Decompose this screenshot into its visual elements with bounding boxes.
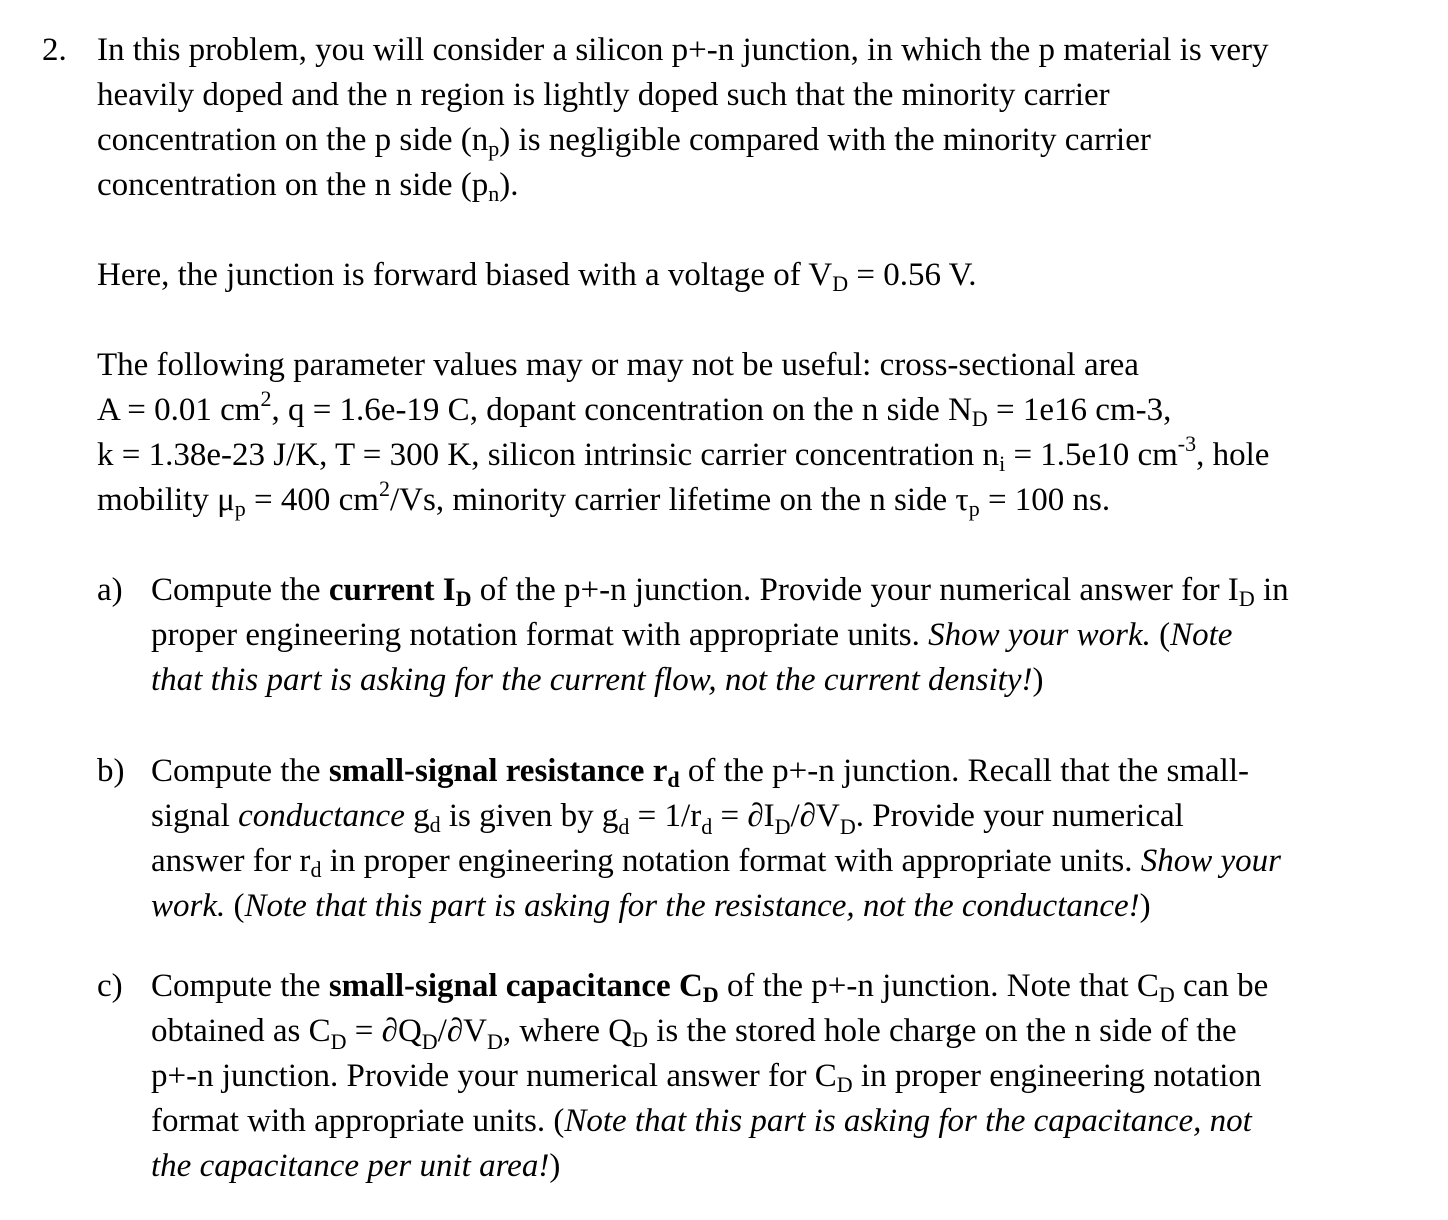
params-text: = 400 cm bbox=[245, 482, 379, 518]
eq-symbol: = ∂Q bbox=[346, 1013, 422, 1049]
part-text: of the p+-n junction. Provide your numerical answer for I bbox=[471, 572, 1239, 608]
subscript: D bbox=[839, 814, 856, 839]
part-text: format with appropriate units. ( bbox=[151, 1103, 565, 1139]
intro-text: In this problem, you will consider a silicon p+-n junction, in which the p material is very bbox=[97, 32, 1269, 68]
subscript: d bbox=[618, 814, 630, 839]
params-text: A = 0.01 cm bbox=[97, 392, 261, 428]
subscript: D bbox=[702, 982, 719, 1007]
part-text: g bbox=[404, 798, 430, 834]
subscript: D bbox=[486, 1029, 503, 1054]
italic-text: work. bbox=[151, 888, 226, 924]
subscript: D bbox=[632, 1027, 648, 1052]
part-text: Compute the bbox=[151, 572, 329, 608]
part-text: , where Q bbox=[502, 1013, 633, 1049]
eq-symbol: g bbox=[601, 798, 619, 834]
params-line-4 bbox=[97, 476, 1111, 521]
italic-text: conductance bbox=[238, 798, 405, 834]
equation-conductance bbox=[601, 798, 856, 839]
part-text: of the p+-n junction. Note that C bbox=[718, 968, 1159, 1004]
subscript: d bbox=[310, 857, 322, 882]
intro-text: concentration on the n side (p bbox=[97, 167, 489, 203]
part-text: Compute the bbox=[151, 753, 329, 789]
params-line-3 bbox=[97, 431, 1270, 476]
subscript: d bbox=[429, 812, 441, 837]
eq-symbol: = 1/r bbox=[629, 798, 702, 834]
italic-text: that this part is asking for the current flow, not the current density! bbox=[151, 662, 1033, 698]
part-text: ( bbox=[225, 888, 245, 924]
italic-text: Note bbox=[1170, 617, 1233, 653]
part-text: in bbox=[1254, 572, 1289, 608]
params-text: , hole bbox=[1196, 437, 1270, 473]
part-text: proper engineering notation format with appropriate units. bbox=[151, 617, 929, 653]
part-c-line-1 bbox=[151, 966, 1268, 1006]
superscript: 2 bbox=[378, 476, 390, 501]
subscript: D bbox=[971, 406, 988, 431]
part-text: ) bbox=[1032, 662, 1044, 698]
part-text: obtained as bbox=[151, 1013, 309, 1049]
eq-symbol: = ∂I bbox=[712, 798, 775, 834]
subscript: p bbox=[488, 136, 500, 161]
params-text: = 1.5e10 cm bbox=[1005, 437, 1178, 473]
part-text: can be bbox=[1174, 968, 1269, 1004]
intro-line-3 bbox=[97, 120, 1151, 160]
params-text: = 1e16 cm-3, bbox=[987, 392, 1172, 428]
superscript: -3 bbox=[1177, 431, 1197, 456]
eq-symbol: C bbox=[308, 1013, 331, 1049]
part-c-line-3 bbox=[151, 1056, 1261, 1096]
italic-text: Show your bbox=[1140, 843, 1281, 879]
part-text: ) bbox=[549, 1148, 561, 1184]
part-text: Compute the bbox=[151, 968, 329, 1004]
part-a-label: a) bbox=[97, 572, 123, 608]
part-a-line-3 bbox=[151, 660, 1043, 700]
subscript: p bbox=[968, 496, 980, 521]
part-b-label: b) bbox=[97, 753, 125, 789]
part-text: in proper engineering notation bbox=[852, 1058, 1262, 1094]
part-a-line-1 bbox=[151, 570, 1289, 610]
intro-text: concentration on the p side (n bbox=[97, 122, 489, 158]
subscript: D bbox=[330, 1029, 347, 1054]
bias-text: Here, the junction is forward biased with a voltage of V bbox=[97, 257, 833, 293]
params-text: = 100 ns. bbox=[979, 482, 1111, 518]
part-text: is the stored hole charge on the n side of the bbox=[647, 1013, 1237, 1049]
params-line-1 bbox=[97, 345, 1139, 385]
italic-text: Show your work. bbox=[928, 617, 1151, 653]
bold-term: small-signal resistance r bbox=[328, 753, 668, 789]
italic-text: the capacitance per unit area! bbox=[151, 1148, 550, 1184]
bold-term: current I bbox=[328, 572, 456, 608]
subscript: d bbox=[701, 814, 713, 839]
subscript: p bbox=[234, 496, 246, 521]
bias-statement bbox=[97, 255, 977, 295]
part-b-line-4 bbox=[151, 886, 1151, 926]
intro-text: heavily doped and the n region is lightly doped such that the minority carrier bbox=[97, 77, 1110, 113]
part-text: ) bbox=[1139, 888, 1151, 924]
italic-text: Note that this part is asking for the capacitance, not bbox=[564, 1103, 1252, 1139]
part-text: in proper engineering notation format with appropriate units. bbox=[321, 843, 1141, 879]
part-c-line-5 bbox=[151, 1146, 560, 1186]
params-text: , q = 1.6e-19 C, dopant concentration on the n side N bbox=[271, 392, 972, 428]
part-text: signal bbox=[151, 798, 239, 834]
part-text: answer for r bbox=[151, 843, 311, 879]
part-text: is given by bbox=[440, 798, 602, 834]
params-text: /Vs, minority carrier lifetime on the n side τ bbox=[389, 482, 969, 518]
italic-text: Note that this part is asking for the resistance, not the conductance! bbox=[244, 888, 1140, 924]
part-text: ( bbox=[1150, 617, 1171, 653]
subscript: D bbox=[832, 271, 849, 296]
params-text: k = 1.38e-23 J/K, T = 300 K, silicon intrinsic carrier concentration n bbox=[97, 437, 1000, 473]
part-a-line-2 bbox=[151, 615, 1232, 655]
subscript: D bbox=[1158, 982, 1175, 1007]
intro-line-4 bbox=[97, 165, 519, 205]
subscript: i bbox=[999, 451, 1006, 476]
part-b-line-2 bbox=[151, 796, 1184, 839]
equation-capacitance bbox=[308, 1013, 503, 1054]
part-c-label: c) bbox=[97, 968, 123, 1004]
subscript: d bbox=[667, 767, 680, 792]
subscript: D bbox=[455, 586, 472, 611]
bias-text: = 0.56 V. bbox=[848, 257, 977, 293]
subscript: n bbox=[488, 181, 500, 206]
part-b-line-3 bbox=[151, 841, 1281, 881]
subscript: D bbox=[836, 1072, 853, 1097]
eq-symbol: /∂V bbox=[790, 798, 840, 834]
part-text: p+-n junction. Provide your numerical answer for C bbox=[151, 1058, 837, 1094]
part-c-line-4 bbox=[151, 1101, 1252, 1141]
subscript: D bbox=[774, 814, 791, 839]
params-text: The following parameter values may or may not be useful: cross-sectional area bbox=[97, 347, 1139, 383]
intro-text: ). bbox=[499, 167, 519, 203]
part-c-line-2 bbox=[151, 1011, 1237, 1054]
bold-term: small-signal capacitance C bbox=[328, 968, 703, 1004]
part-b-line-1 bbox=[151, 751, 1249, 791]
subscript: D bbox=[421, 1029, 438, 1054]
intro-line-1 bbox=[97, 30, 1269, 70]
part-text: of the p+-n junction. Recall that the small- bbox=[679, 753, 1249, 789]
eq-symbol: /∂V bbox=[437, 1013, 487, 1049]
intro-text: ) is negligible compared with the minority carrier bbox=[499, 122, 1151, 158]
params-text: mobility μ bbox=[97, 482, 235, 518]
params-line-2 bbox=[97, 386, 1172, 431]
superscript: 2 bbox=[260, 386, 272, 411]
subscript: D bbox=[1238, 586, 1255, 611]
intro-line-2 bbox=[97, 75, 1110, 115]
part-text: . Provide your numerical bbox=[855, 798, 1184, 834]
problem-number: 2. bbox=[42, 32, 67, 68]
